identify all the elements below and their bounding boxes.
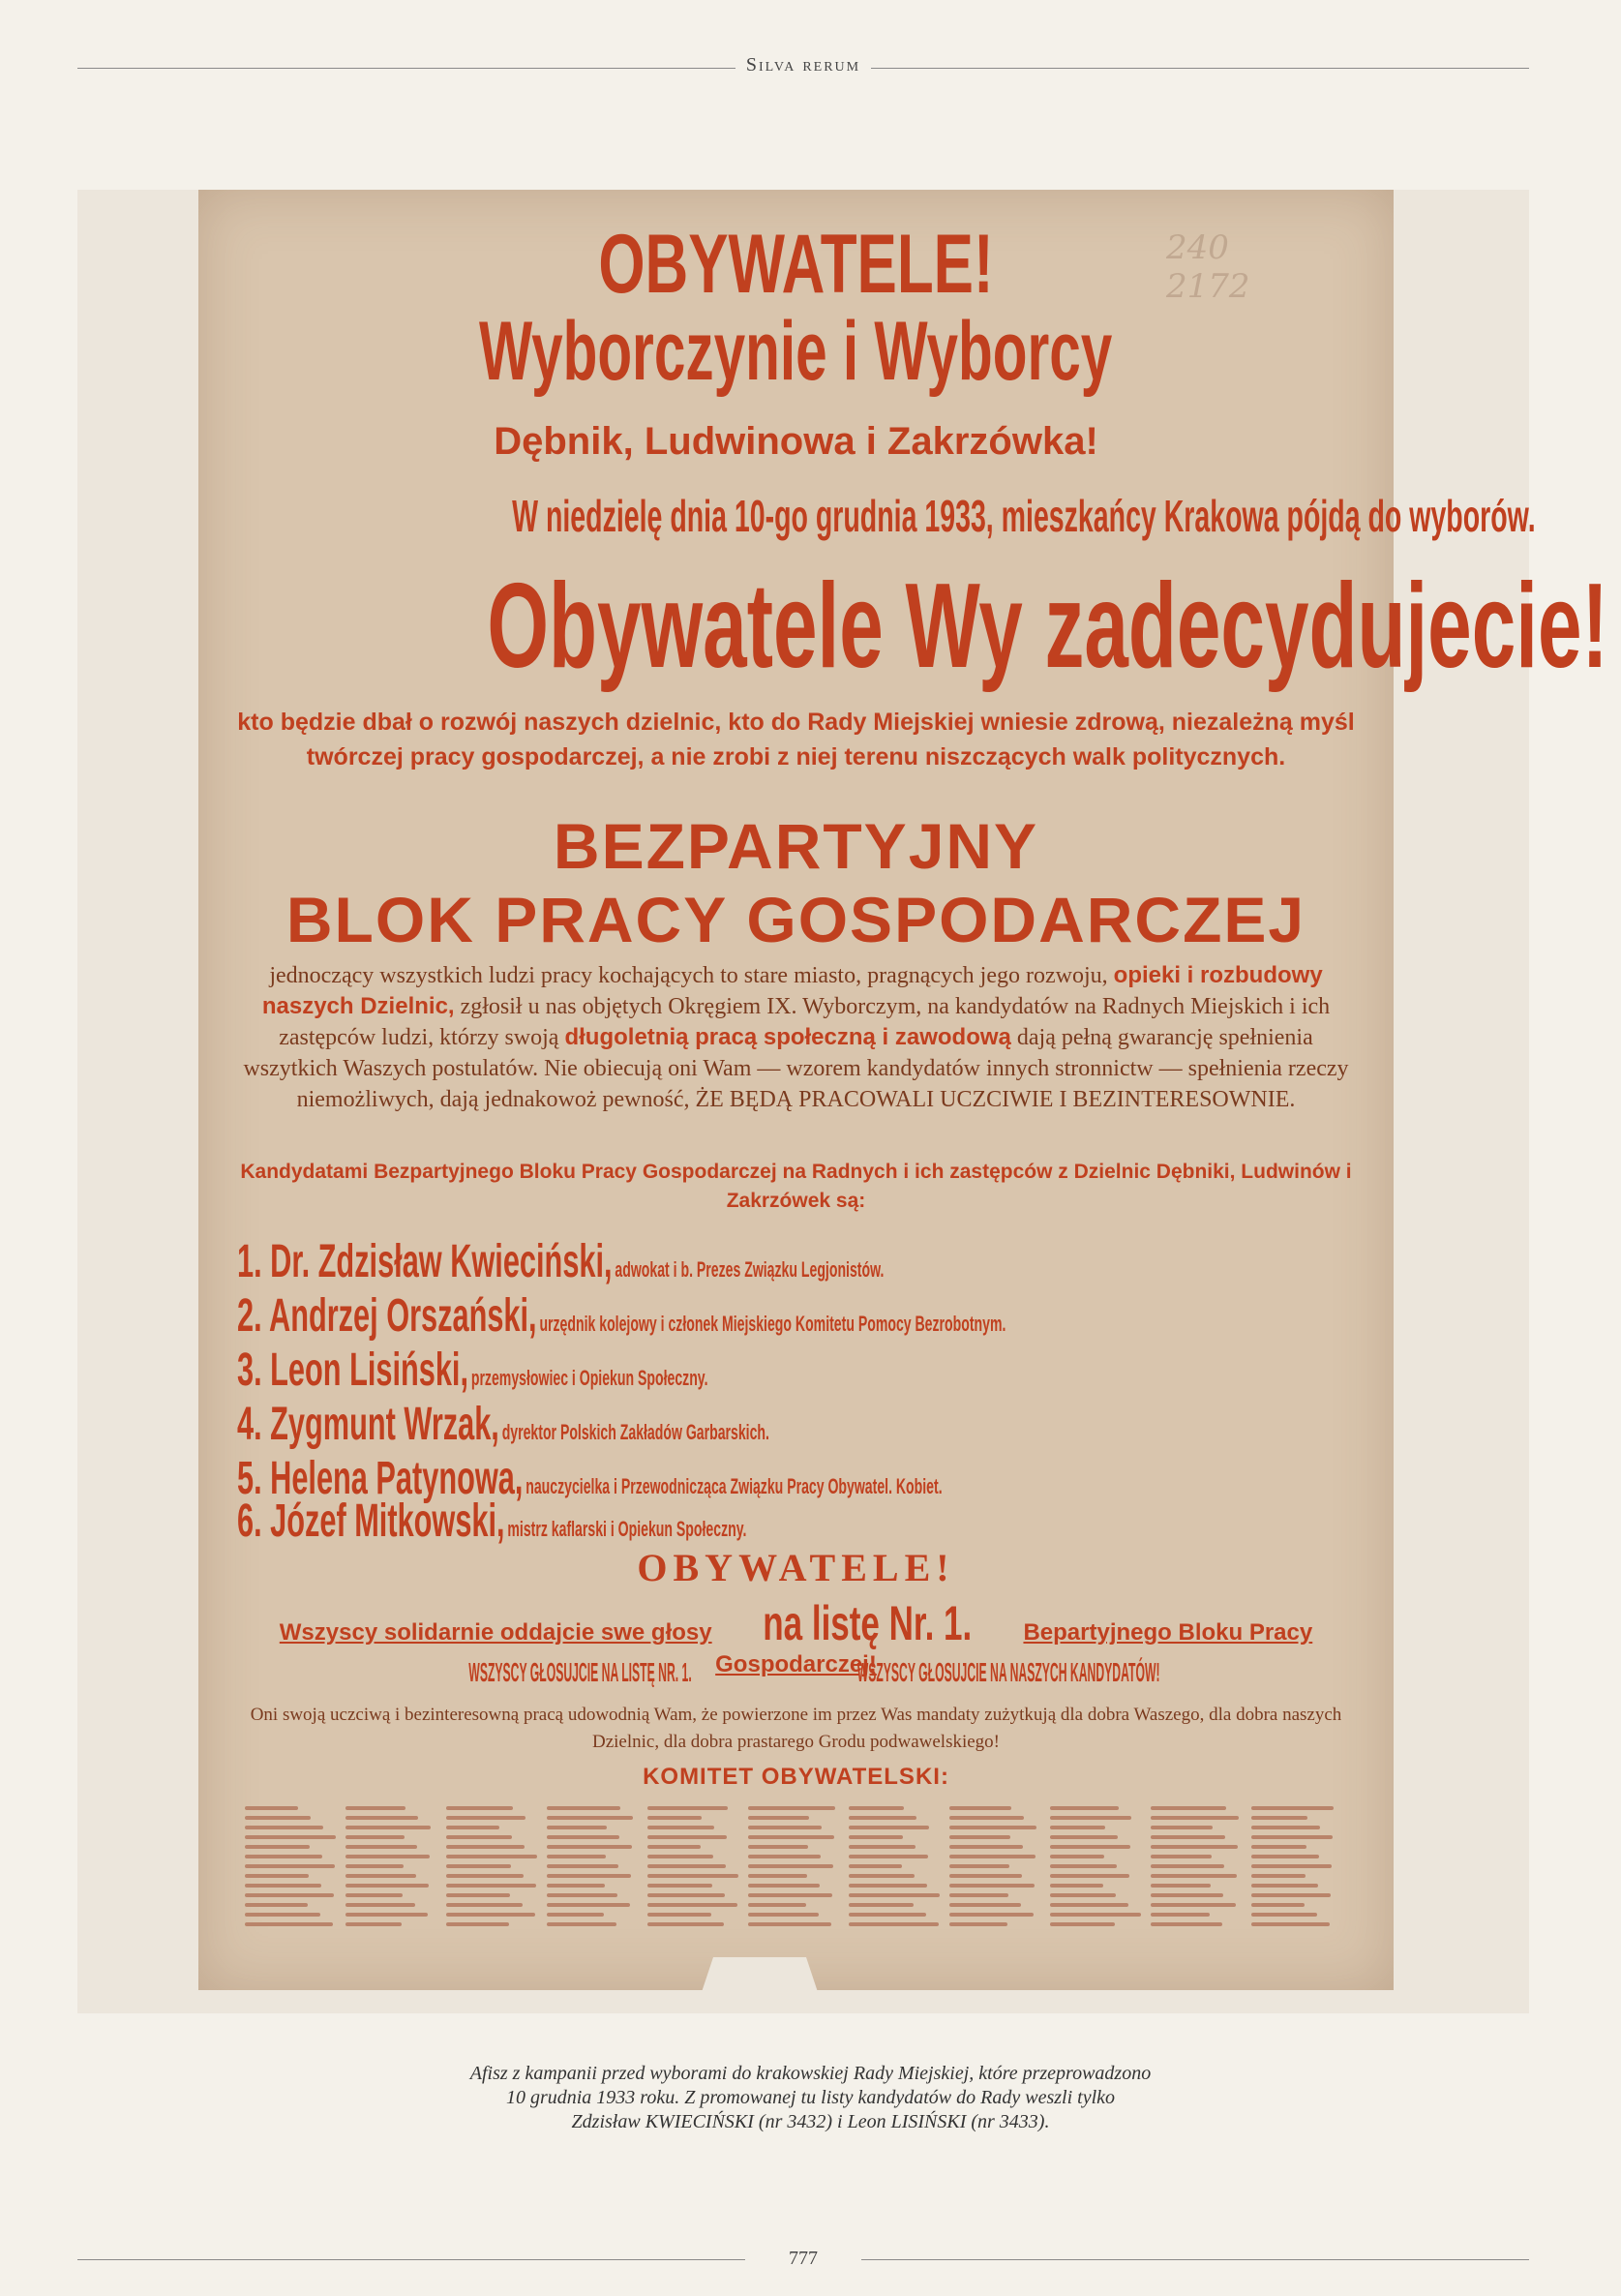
committee-name-stroke (1251, 1874, 1306, 1878)
committee-name-stroke (647, 1874, 738, 1878)
caption-line-2: 10 grudnia 1933 roku. Z promowanej tu listy kandydatów do Rady weszli tylko (505, 2087, 1116, 2108)
committee-name-stroke (1050, 1884, 1103, 1888)
committee-name-stroke (547, 1806, 620, 1810)
image-frame (77, 190, 1608, 2013)
committee-name-stroke (1050, 1806, 1119, 1810)
committee-name-stroke (547, 1874, 631, 1878)
committee-name-stroke (1151, 1806, 1226, 1810)
committee-name-stroke (849, 1884, 927, 1888)
committee-name-stroke (547, 1845, 632, 1849)
candidate-4 (237, 1398, 1360, 1452)
committee-name-stroke (446, 1855, 537, 1858)
poster-komitet: KOMITET OBYWATELSKI: (643, 1764, 949, 1790)
candidate-6 (237, 1495, 1360, 1549)
committee-name-stroke (748, 1903, 806, 1907)
committee-name-stroke (949, 1913, 1034, 1917)
poster-date-line: W niedzielę dnia 10-go grudnia 1933, mieszkańcy Krakowa pójdą do wyborów. (512, 491, 1536, 541)
committee-name-stroke (949, 1855, 1036, 1858)
candidate-name: 5. Helena Patynowa, (237, 1453, 524, 1504)
candidate-name: 1. Dr. Zdzisław Kwieciński, (237, 1236, 613, 1287)
committee-name-stroke (1251, 1845, 1306, 1849)
committee-names-grid (245, 1800, 1348, 1955)
committee-name-stroke (1050, 1913, 1141, 1917)
committee-name-stroke (1151, 1903, 1236, 1907)
committee-name-stroke (1251, 1884, 1318, 1888)
committee-name-stroke (647, 1855, 713, 1858)
committee-name-stroke (849, 1874, 915, 1878)
committee-name-stroke (547, 1816, 633, 1820)
header-rule-right (871, 68, 1529, 69)
candidate-3 (237, 1344, 1360, 1398)
candidate-desc: adwokat i b. Prezes Związku Legjonistów. (615, 1257, 885, 1282)
committee-name-stroke (748, 1835, 834, 1839)
page-footer (77, 2248, 1529, 2277)
poster-big-line: Obywatele Wy zadecydujecie! (487, 559, 1608, 693)
committee-name-stroke (1251, 1826, 1320, 1829)
committee-name-stroke (245, 1816, 311, 1820)
committee-name-stroke (345, 1855, 430, 1858)
committee-column (748, 1800, 845, 1932)
candidate-name: 4. Zygmunt Wrzak, (237, 1399, 499, 1450)
wszyscy-text-a: Wszyscy solidarnie oddajcie swe głosy (279, 1619, 712, 1646)
candidate-1 (237, 1235, 1360, 1289)
committee-name-stroke (647, 1826, 714, 1829)
poster-body (237, 960, 1355, 1115)
committee-name-stroke (849, 1864, 902, 1868)
candidate-desc: mistrz kaflarski i Opiekun Społeczny. (507, 1517, 747, 1541)
committee-name-stroke (949, 1893, 1008, 1897)
committee-name-stroke (345, 1835, 405, 1839)
handwritten-note: 240 2172 (1166, 228, 1250, 306)
committee-name-stroke (949, 1845, 1023, 1849)
committee-name-stroke (1050, 1835, 1118, 1839)
caption-line-1: Afisz z kampanii przed wyborami do krakowskiej Rady Miejskiej, które przeprowadzono (469, 2063, 1152, 2084)
committee-name-stroke (245, 1913, 320, 1917)
wszyscy-list-number: na listę Nr. 1. (763, 1596, 973, 1650)
committee-name-stroke (1050, 1864, 1117, 1868)
figure-caption (252, 2062, 1369, 2134)
committee-name-stroke (345, 1922, 402, 1926)
committee-name-stroke (647, 1922, 724, 1926)
committee-name-stroke (345, 1884, 429, 1888)
committee-column (647, 1800, 744, 1932)
committee-column (849, 1800, 946, 1932)
committee-name-stroke (1251, 1816, 1307, 1820)
body-text-3: dają pełną gwarancję spełnienia wszytkich Waszych postulatów. Nie obiecują oni Wam — wzorem kandydatów innych stronnictw — spełnienia rzeczy niemożliwych, dają jednakowoż pewność, ŻE BĘDĄ PRACOWALI UCZCIWIE I BEZINTERESOWNIE. (243, 1025, 1349, 1112)
committee-name-stroke (748, 1893, 832, 1897)
committee-name-stroke (345, 1913, 428, 1917)
committee-name-stroke (345, 1893, 403, 1897)
committee-name-stroke (345, 1826, 431, 1829)
committee-name-stroke (446, 1806, 513, 1810)
committee-name-stroke (1151, 1884, 1211, 1888)
committee-name-stroke (245, 1826, 323, 1829)
running-header (77, 54, 1529, 83)
candidate-desc: dyrektor Polskich Zakładów Garbarskich. (501, 1420, 769, 1444)
poster-subtitle-1: Wyborczynie i Wyborcy (479, 305, 1113, 398)
committee-name-stroke (446, 1884, 536, 1888)
committee-name-stroke (547, 1826, 607, 1829)
committee-name-stroke (1251, 1922, 1330, 1926)
committee-column (547, 1800, 644, 1932)
committee-name-stroke (1251, 1835, 1333, 1839)
committee-name-stroke (1151, 1826, 1213, 1829)
committee-name-stroke (647, 1884, 712, 1888)
candidate-desc: nauczycielka i Przewodnicząca Związku Pracy Obywatel. Kobiet. (525, 1474, 943, 1498)
election-poster (198, 190, 1608, 1990)
committee-name-stroke (1151, 1816, 1239, 1820)
committee-name-stroke (547, 1864, 618, 1868)
poster-subtitle-2: Dębnik, Ludwinowa i Zakrzówka! (494, 420, 1098, 463)
committee-name-stroke (647, 1806, 728, 1810)
committee-name-stroke (1251, 1893, 1331, 1897)
committee-name-stroke (949, 1835, 1010, 1839)
committee-name-stroke (1251, 1855, 1319, 1858)
body-text-1: jednoczący wszystkich ludzi pracy kochających to stare miasto, pragnących jego rozwoju, (269, 963, 1108, 988)
committee-column (446, 1800, 543, 1932)
footer-rule-right (861, 2259, 1529, 2260)
committee-name-stroke (547, 1903, 630, 1907)
committee-name-stroke (1151, 1922, 1222, 1926)
committee-name-stroke (647, 1835, 727, 1839)
committee-name-stroke (1050, 1816, 1131, 1820)
committee-name-stroke (547, 1884, 605, 1888)
committee-name-stroke (748, 1922, 831, 1926)
committee-name-stroke (849, 1913, 926, 1917)
committee-name-stroke (446, 1922, 509, 1926)
committee-name-stroke (647, 1816, 702, 1820)
committee-column (345, 1800, 442, 1932)
running-title: Silva rerum (745, 54, 861, 76)
header-rule-left (77, 68, 735, 69)
committee-name-stroke (245, 1835, 336, 1839)
committee-name-stroke (245, 1874, 309, 1878)
poster-who-line: kto będzie dbał o rozwój naszych dzielnic, kto do Rady Miejskiej wniesie zdrową, niezależną myśl twórczej pracy gospodarczej, a nie zrobi z niej terenu niszczących walk politycznych. (237, 709, 1355, 770)
committee-name-stroke (1050, 1874, 1129, 1878)
body-text-2: zgłosił u nas objętych Okręgiem IX. Wyborczym, na kandydatów na Radnych Miejskich i ich zastępców ludzi, którzy swoją (279, 994, 1331, 1050)
committee-name-stroke (1050, 1903, 1128, 1907)
page-number: 777 (789, 2248, 818, 2269)
footer-rule-left (77, 2259, 745, 2260)
committee-name-stroke (748, 1864, 833, 1868)
committee-name-stroke (949, 1816, 1024, 1820)
body-bold-2: długoletnią pracą społeczną i zawodową (564, 1024, 1011, 1050)
committee-name-stroke (849, 1826, 929, 1829)
committee-name-stroke (446, 1913, 535, 1917)
committee-name-stroke (547, 1835, 619, 1839)
committee-name-stroke (446, 1845, 525, 1849)
committee-name-stroke (849, 1835, 903, 1839)
committee-name-stroke (949, 1903, 1021, 1907)
poster-glosujcie-line: WSZYSCY GŁOSUJCIE NA LISTĘ NR. 1. WSZYSCY GŁOSUJCIE NA NASZYCH KANDYDATÓW! (468, 1657, 1160, 1687)
committee-name-stroke (748, 1806, 835, 1810)
committee-name-stroke (1050, 1845, 1130, 1849)
poster-title: OBYWATELE! (598, 218, 994, 311)
committee-name-stroke (245, 1806, 298, 1810)
committee-column (245, 1800, 342, 1932)
committee-name-stroke (949, 1826, 1036, 1829)
committee-name-stroke (1151, 1855, 1212, 1858)
committee-name-stroke (245, 1903, 308, 1907)
poster-bezpartyjny: BEZPARTYJNY (553, 810, 1039, 882)
committee-name-stroke (245, 1922, 333, 1926)
committee-name-stroke (1151, 1845, 1238, 1849)
committee-name-stroke (1050, 1922, 1115, 1926)
candidate-name: 6. Józef Mitkowski, (237, 1495, 505, 1547)
committee-name-stroke (245, 1864, 335, 1868)
committee-name-stroke (1151, 1913, 1210, 1917)
committee-name-stroke (1151, 1874, 1237, 1878)
committee-name-stroke (849, 1903, 914, 1907)
committee-name-stroke (949, 1884, 1035, 1888)
committee-name-stroke (446, 1864, 511, 1868)
committee-name-stroke (547, 1913, 604, 1917)
committee-column (949, 1800, 1046, 1932)
committee-name-stroke (748, 1826, 822, 1829)
committee-name-stroke (647, 1893, 725, 1897)
committee-name-stroke (949, 1864, 1009, 1868)
committee-name-stroke (647, 1864, 726, 1868)
committee-name-stroke (849, 1816, 916, 1820)
candidate-desc: przemysłowiec i Opiekun Społeczny. (470, 1366, 708, 1390)
body-bold-1: opieki i rozbudowy naszych Dzielnic, (261, 962, 1323, 1019)
committee-name-stroke (547, 1855, 606, 1858)
committee-name-stroke (345, 1864, 404, 1868)
committee-name-stroke (245, 1855, 322, 1858)
committee-name-stroke (647, 1903, 737, 1907)
candidate-2 (237, 1289, 1360, 1344)
committee-column (1151, 1800, 1247, 1932)
committee-name-stroke (245, 1893, 334, 1897)
poster-obywatele-2: OBYWATELE! (637, 1546, 955, 1589)
committee-column (1050, 1800, 1147, 1932)
committee-name-stroke (1251, 1806, 1334, 1810)
committee-name-stroke (849, 1855, 928, 1858)
committee-name-stroke (245, 1884, 321, 1888)
committee-name-stroke (1251, 1903, 1305, 1907)
committee-name-stroke (1151, 1864, 1224, 1868)
committee-name-stroke (1151, 1893, 1223, 1897)
committee-name-stroke (748, 1845, 808, 1849)
committee-name-stroke (748, 1874, 807, 1878)
committee-name-stroke (849, 1893, 940, 1897)
poster-oni-line: Oni swoją uczciwą i bezinteresowną pracą udowodnią Wam, że powierzone im przez Was mandaty zużytkują dla dobra Waszego, dla dobra naszych Dzielnic, dla dobra prastarego Grodu podwawelskiego! (250, 1705, 1342, 1752)
committee-name-stroke (748, 1913, 819, 1917)
poster-blok: BLOK PRACY GOSPODARCZEJ (285, 884, 1306, 955)
committee-name-stroke (446, 1816, 525, 1820)
candidate-name: 3. Leon Lisiński, (237, 1344, 468, 1396)
committee-name-stroke (647, 1845, 701, 1849)
committee-name-stroke (1050, 1893, 1116, 1897)
committee-name-stroke (245, 1845, 310, 1849)
committee-name-stroke (345, 1903, 415, 1907)
caption-line-3: Zdzisław KWIECIŃSKI (nr 3432) i Leon LISIŃSKI (nr 3433). (571, 2111, 1050, 2132)
committee-name-stroke (949, 1874, 1022, 1878)
committee-name-stroke (748, 1855, 821, 1858)
committee-name-stroke (748, 1884, 820, 1888)
candidate-name: 2. Andrzej Orszański, (237, 1290, 537, 1342)
committee-name-stroke (446, 1903, 523, 1907)
committee-name-stroke (849, 1806, 904, 1810)
committee-name-stroke (446, 1874, 524, 1878)
poster-torn-edge (702, 1957, 818, 1992)
committee-name-stroke (949, 1806, 1011, 1810)
committee-name-stroke (345, 1806, 405, 1810)
committee-name-stroke (1050, 1826, 1105, 1829)
committee-name-stroke (1251, 1913, 1317, 1917)
committee-name-stroke (446, 1826, 499, 1829)
committee-name-stroke (949, 1922, 1007, 1926)
committee-name-stroke (1151, 1835, 1225, 1839)
committee-name-stroke (345, 1845, 417, 1849)
candidate-desc: urzędnik kolejowy i członek Miejskiego Komitetu Pomocy Bezrobotnym. (539, 1312, 1006, 1336)
committee-name-stroke (446, 1835, 512, 1839)
committee-name-stroke (1251, 1864, 1332, 1868)
committee-name-stroke (849, 1845, 916, 1849)
committee-name-stroke (647, 1913, 711, 1917)
committee-name-stroke (345, 1816, 418, 1820)
committee-name-stroke (1050, 1855, 1104, 1858)
committee-column (1251, 1800, 1348, 1932)
committee-name-stroke (345, 1874, 416, 1878)
poster-candidates-intro: Kandydatami Bezpartyjnego Bloku Pracy Gospodarczej na Radnych i ich zastępców z Dzielnic Dębniki, Ludwinów i Zakrzówek są: (240, 1161, 1352, 1212)
committee-name-stroke (446, 1893, 510, 1897)
committee-name-stroke (547, 1922, 616, 1926)
committee-name-stroke (748, 1816, 809, 1820)
committee-name-stroke (547, 1893, 617, 1897)
committee-name-stroke (849, 1922, 939, 1926)
wszyscy-text-b: Bepartyjnego Bloku Pracy Gospodarczej! (715, 1619, 1313, 1677)
